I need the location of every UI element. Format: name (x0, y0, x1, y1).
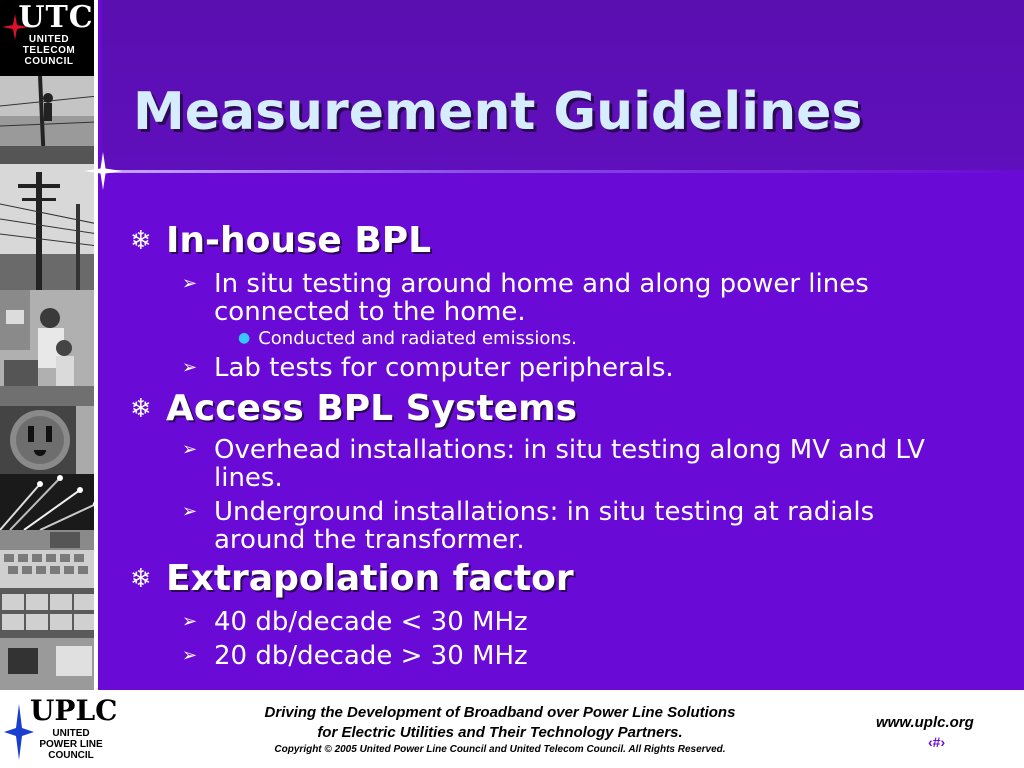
dot-icon: ● (238, 330, 251, 346)
photo-monitors (0, 588, 98, 690)
photo-lineman (0, 76, 98, 164)
bullet-access-bpl: ❄ Access BPL Systems (130, 388, 578, 429)
uplc-logo: UPLC UNITED POWER LINE COUNCIL (4, 694, 114, 764)
arrowhead-icon: ➢ (182, 501, 198, 522)
footer-tagline-1: Driving the Development of Broadband over Power Line Solutions (264, 704, 736, 721)
sub-bullet: ➢ In situ testing around home and along power lines connected to the home. (182, 269, 869, 327)
sub-bullet: ➢ Lab tests for computer peripherals. (182, 353, 674, 383)
snowflake-icon: ❄ (130, 393, 152, 424)
slide-number: ‹#› (928, 734, 946, 750)
photo-power-outlet (0, 406, 98, 474)
sub-bullet: ➢ Overhead installations: in situ testing along MV and LV lines. (182, 435, 925, 493)
arrowhead-icon: ➢ (182, 439, 198, 460)
sub-bullet: ➢ Underground installations: in situ testing at radials around the transformer. (182, 497, 875, 555)
sub-bullet: ➢ 20 db/decade > 30 MHz (182, 641, 528, 671)
slide-title: Measurement Guidelines (133, 82, 863, 142)
snowflake-icon: ❄ (130, 563, 152, 594)
title-divider (102, 170, 1024, 173)
footer-copyright: Copyright © 2005 United Power Line Council and United Telecom Council. All Rights Reserved. (274, 744, 726, 755)
sidebar-photo-strip (0, 0, 98, 690)
photo-fiber-optics (0, 474, 98, 530)
footer (0, 690, 1024, 768)
arrowhead-icon: ➢ (182, 611, 198, 632)
photo-family-computer (0, 290, 98, 406)
sub-sub-bullet: ● Conducted and radiated emissions. (238, 328, 577, 349)
arrowhead-icon: ➢ (182, 645, 198, 666)
star-icon (2, 14, 28, 40)
footer-tagline-2: for Electric Utilities and Their Technology Partners. (317, 724, 683, 741)
sparkle-icon (84, 152, 122, 190)
bullet-extrapolation-factor: ❄ Extrapolation factor (130, 558, 574, 599)
sub-bullet: ➢ 40 db/decade < 30 MHz (182, 607, 528, 637)
snowflake-icon: ❄ (130, 225, 152, 256)
arrowhead-icon: ➢ (182, 357, 198, 378)
photo-keyboard (0, 530, 98, 588)
bullet-in-house-bpl: ❄ In-house BPL (130, 220, 432, 261)
utc-logo: UTC UNITED TELECOM COUNCIL (0, 0, 98, 76)
footer-url-link[interactable]: www.uplc.org (876, 714, 974, 731)
arrowhead-icon: ➢ (182, 273, 198, 294)
